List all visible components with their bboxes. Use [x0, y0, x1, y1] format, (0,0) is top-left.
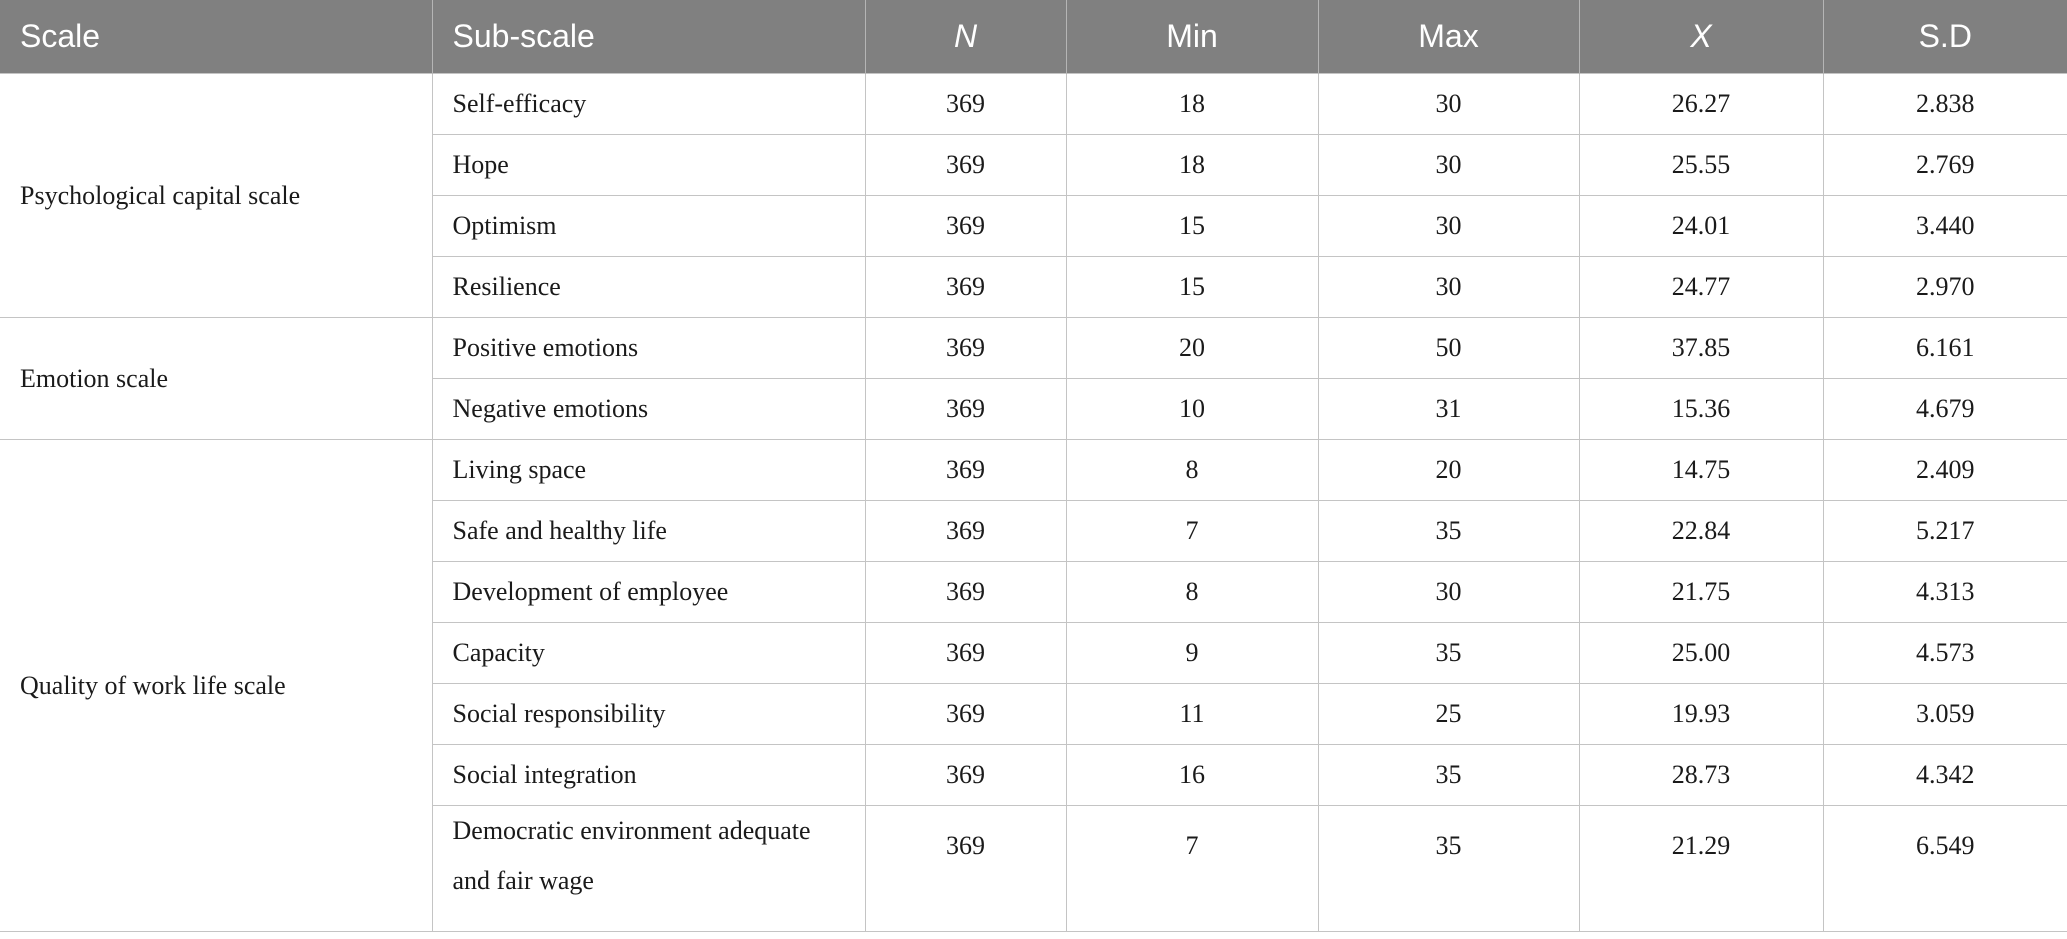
sub-scale-cell: Optimism: [432, 196, 865, 257]
table-row: [0, 318, 2067, 379]
min-cell: 10: [1066, 379, 1318, 440]
sd-cell: 6.549: [1823, 806, 2067, 932]
n-cell: 369: [865, 562, 1066, 623]
scale-cell: Psychological capital scale: [0, 74, 432, 318]
sd-cell: 2.970: [1823, 257, 2067, 318]
min-cell: 18: [1066, 135, 1318, 196]
sub-scale-cell: Resilience: [432, 257, 865, 318]
max-cell: 31: [1318, 379, 1579, 440]
max-cell: 25: [1318, 684, 1579, 745]
min-cell: 18: [1066, 74, 1318, 135]
sd-cell: 4.573: [1823, 623, 2067, 684]
min-cell: 8: [1066, 440, 1318, 501]
table-header: [0, 0, 2067, 74]
n-cell: 369: [865, 318, 1066, 379]
sd-cell: 2.838: [1823, 74, 2067, 135]
min-cell: 16: [1066, 745, 1318, 806]
n-cell: 369: [865, 257, 1066, 318]
min-cell: 7: [1066, 501, 1318, 562]
sub-scale-cell: Safe and healthy life: [432, 501, 865, 562]
max-cell: 30: [1318, 74, 1579, 135]
min-cell: 7: [1066, 806, 1318, 932]
min-cell: 9: [1066, 623, 1318, 684]
header-sd: S.D: [1823, 0, 2067, 74]
sd-cell: 2.409: [1823, 440, 2067, 501]
mean-cell: 22.84: [1579, 501, 1823, 562]
sd-cell: 4.313: [1823, 562, 2067, 623]
header-n: N: [865, 0, 1066, 74]
sub-scale-cell: Democratic environment adequate and fair wage: [432, 806, 865, 932]
sub-scale-cell: Hope: [432, 135, 865, 196]
header-scale: Scale: [0, 0, 432, 74]
table-row: [0, 74, 2067, 135]
min-cell: 15: [1066, 257, 1318, 318]
max-cell: 50: [1318, 318, 1579, 379]
mean-cell: 28.73: [1579, 745, 1823, 806]
n-cell: 369: [865, 806, 1066, 932]
max-cell: 30: [1318, 135, 1579, 196]
sub-scale-cell: Capacity: [432, 623, 865, 684]
max-cell: 30: [1318, 196, 1579, 257]
sd-cell: 6.161: [1823, 318, 2067, 379]
n-cell: 369: [865, 135, 1066, 196]
max-cell: 30: [1318, 257, 1579, 318]
n-cell: 369: [865, 745, 1066, 806]
mean-cell: 24.01: [1579, 196, 1823, 257]
header-x: X: [1579, 0, 1823, 74]
sub-scale-cell: Social responsibility: [432, 684, 865, 745]
scale-cell: Emotion scale: [0, 318, 432, 440]
max-cell: 35: [1318, 501, 1579, 562]
header-max: Max: [1318, 0, 1579, 74]
n-cell: 369: [865, 379, 1066, 440]
min-cell: 20: [1066, 318, 1318, 379]
max-cell: 20: [1318, 440, 1579, 501]
mean-cell: 26.27: [1579, 74, 1823, 135]
n-cell: 369: [865, 74, 1066, 135]
mean-cell: 19.93: [1579, 684, 1823, 745]
sd-cell: 4.342: [1823, 745, 2067, 806]
header-sub-scale: Sub-scale: [432, 0, 865, 74]
max-cell: 35: [1318, 806, 1579, 932]
n-cell: 369: [865, 684, 1066, 745]
max-cell: 35: [1318, 745, 1579, 806]
mean-cell: 37.85: [1579, 318, 1823, 379]
n-cell: 369: [865, 440, 1066, 501]
sub-scale-cell: Development of employee: [432, 562, 865, 623]
mean-cell: 24.77: [1579, 257, 1823, 318]
mean-cell: 25.00: [1579, 623, 1823, 684]
sub-scale-cell: Positive emotions: [432, 318, 865, 379]
scale-cell: Quality of work life scale: [0, 440, 432, 932]
table-row: [0, 440, 2067, 501]
mean-cell: 15.36: [1579, 379, 1823, 440]
header-min: Min: [1066, 0, 1318, 74]
sd-cell: 4.679: [1823, 379, 2067, 440]
sd-cell: 2.769: [1823, 135, 2067, 196]
min-cell: 15: [1066, 196, 1318, 257]
n-cell: 369: [865, 623, 1066, 684]
sub-scale-cell: Social integration: [432, 745, 865, 806]
sub-scale-cell: Self-efficacy: [432, 74, 865, 135]
mean-cell: 14.75: [1579, 440, 1823, 501]
header-row: [0, 0, 2067, 74]
max-cell: 35: [1318, 623, 1579, 684]
min-cell: 8: [1066, 562, 1318, 623]
min-cell: 11: [1066, 684, 1318, 745]
sub-scale-cell: Living space: [432, 440, 865, 501]
mean-cell: 21.75: [1579, 562, 1823, 623]
n-cell: 369: [865, 196, 1066, 257]
table-body: [0, 74, 2067, 932]
sd-cell: 3.059: [1823, 684, 2067, 745]
n-cell: 369: [865, 501, 1066, 562]
max-cell: 30: [1318, 562, 1579, 623]
sub-scale-cell: Negative emotions: [432, 379, 865, 440]
sd-cell: 3.440: [1823, 196, 2067, 257]
sd-cell: 5.217: [1823, 501, 2067, 562]
mean-cell: 21.29: [1579, 806, 1823, 932]
mean-cell: 25.55: [1579, 135, 1823, 196]
